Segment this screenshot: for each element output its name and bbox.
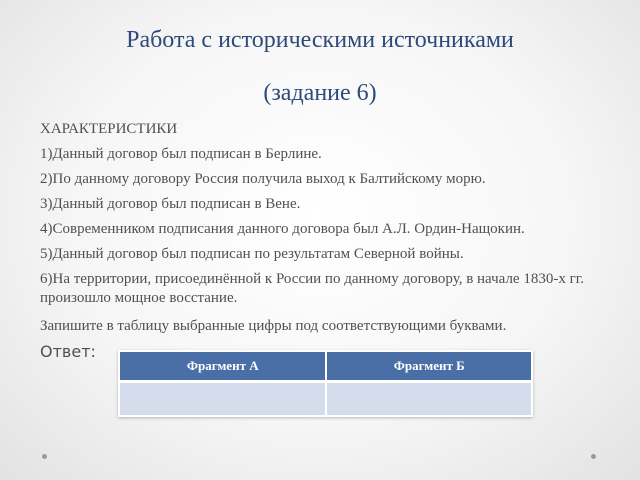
header-fragment-a: Фрагмент А [119,351,326,382]
answer-cell-fragment-a[interactable] [119,382,326,417]
characteristic-item-3: 3)Данный договор был подписан в Вене. [40,196,301,212]
answer-table [118,350,533,417]
characteristic-item-2: 2)По данному договору Россия получила выход к Балтийскому морю. [40,171,486,187]
characteristic-item-4: 4)Современником подписания данного договора был А.Л. Ордин-Нащокин. [40,221,525,237]
characteristic-item-5: 5)Данный договор был подписан по результатам Северной войны. [40,246,464,262]
answer-table-header-row [119,351,532,382]
slide-corner-dot-right [591,454,596,459]
characteristics-heading: ХАРАКТЕРИСТИКИ [40,121,178,137]
characteristic-item-1: 1)Данный договор был подписан в Берлине. [40,146,322,162]
characteristic-item-6: 6)На территории, присоединённой к России по данному договору, в начале 1830-х гг. произошло мощное восстание. [40,271,584,306]
instruction-text: Запишите в таблицу выбранные цифры под соответствующими буквами. [40,318,507,334]
slide-subtitle: (задание 6) [263,80,377,106]
header-fragment-b: Фрагмент Б [326,351,532,382]
answer-table-row [119,382,532,417]
answer-cell-fragment-b[interactable] [326,382,532,417]
slide-corner-dot-left [42,454,47,459]
slide-title: Работа с историческими источниками [126,27,514,53]
answer-label: Ответ: [40,342,96,361]
